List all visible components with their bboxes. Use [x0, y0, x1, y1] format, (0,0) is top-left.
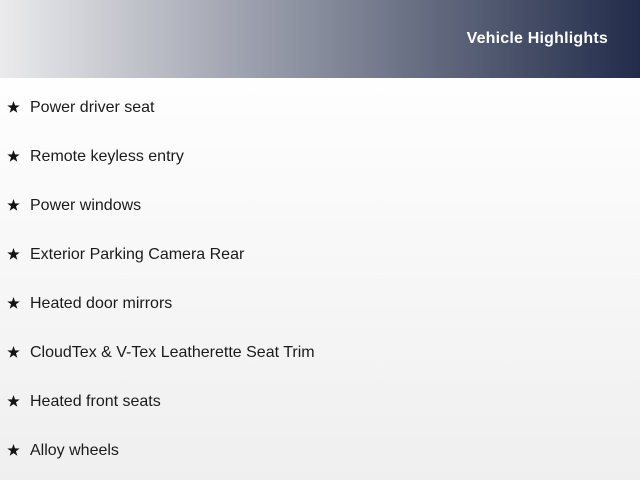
list-item [7, 426, 640, 475]
list-item [7, 377, 640, 426]
star-icon [7, 199, 20, 212]
star-icon [7, 346, 20, 359]
panel-title: Vehicle Highlights [466, 30, 608, 47]
feature-label: Alloy wheels [30, 441, 119, 459]
list-item [7, 181, 640, 230]
list-item [7, 83, 640, 132]
list-item [7, 279, 640, 328]
feature-label: Heated door mirrors [30, 294, 173, 312]
star-icon [7, 444, 20, 457]
star-icon [7, 150, 20, 163]
feature-label: Remote keyless entry [30, 147, 184, 165]
list-item [7, 230, 640, 279]
feature-label: Power driver seat [30, 98, 155, 116]
list-item [7, 328, 640, 377]
panel-header [0, 0, 640, 78]
star-icon [7, 101, 20, 114]
star-icon [7, 248, 20, 261]
feature-label: Power windows [30, 196, 142, 214]
feature-label: CloudTex & V-Tex Leatherette Seat Trim [30, 343, 315, 361]
panel-body [0, 78, 640, 480]
star-icon [7, 395, 20, 408]
star-icon [7, 297, 20, 310]
feature-list [7, 83, 640, 475]
feature-label: Exterior Parking Camera Rear [30, 245, 245, 263]
list-item [7, 132, 640, 181]
feature-label: Heated front seats [30, 392, 161, 410]
